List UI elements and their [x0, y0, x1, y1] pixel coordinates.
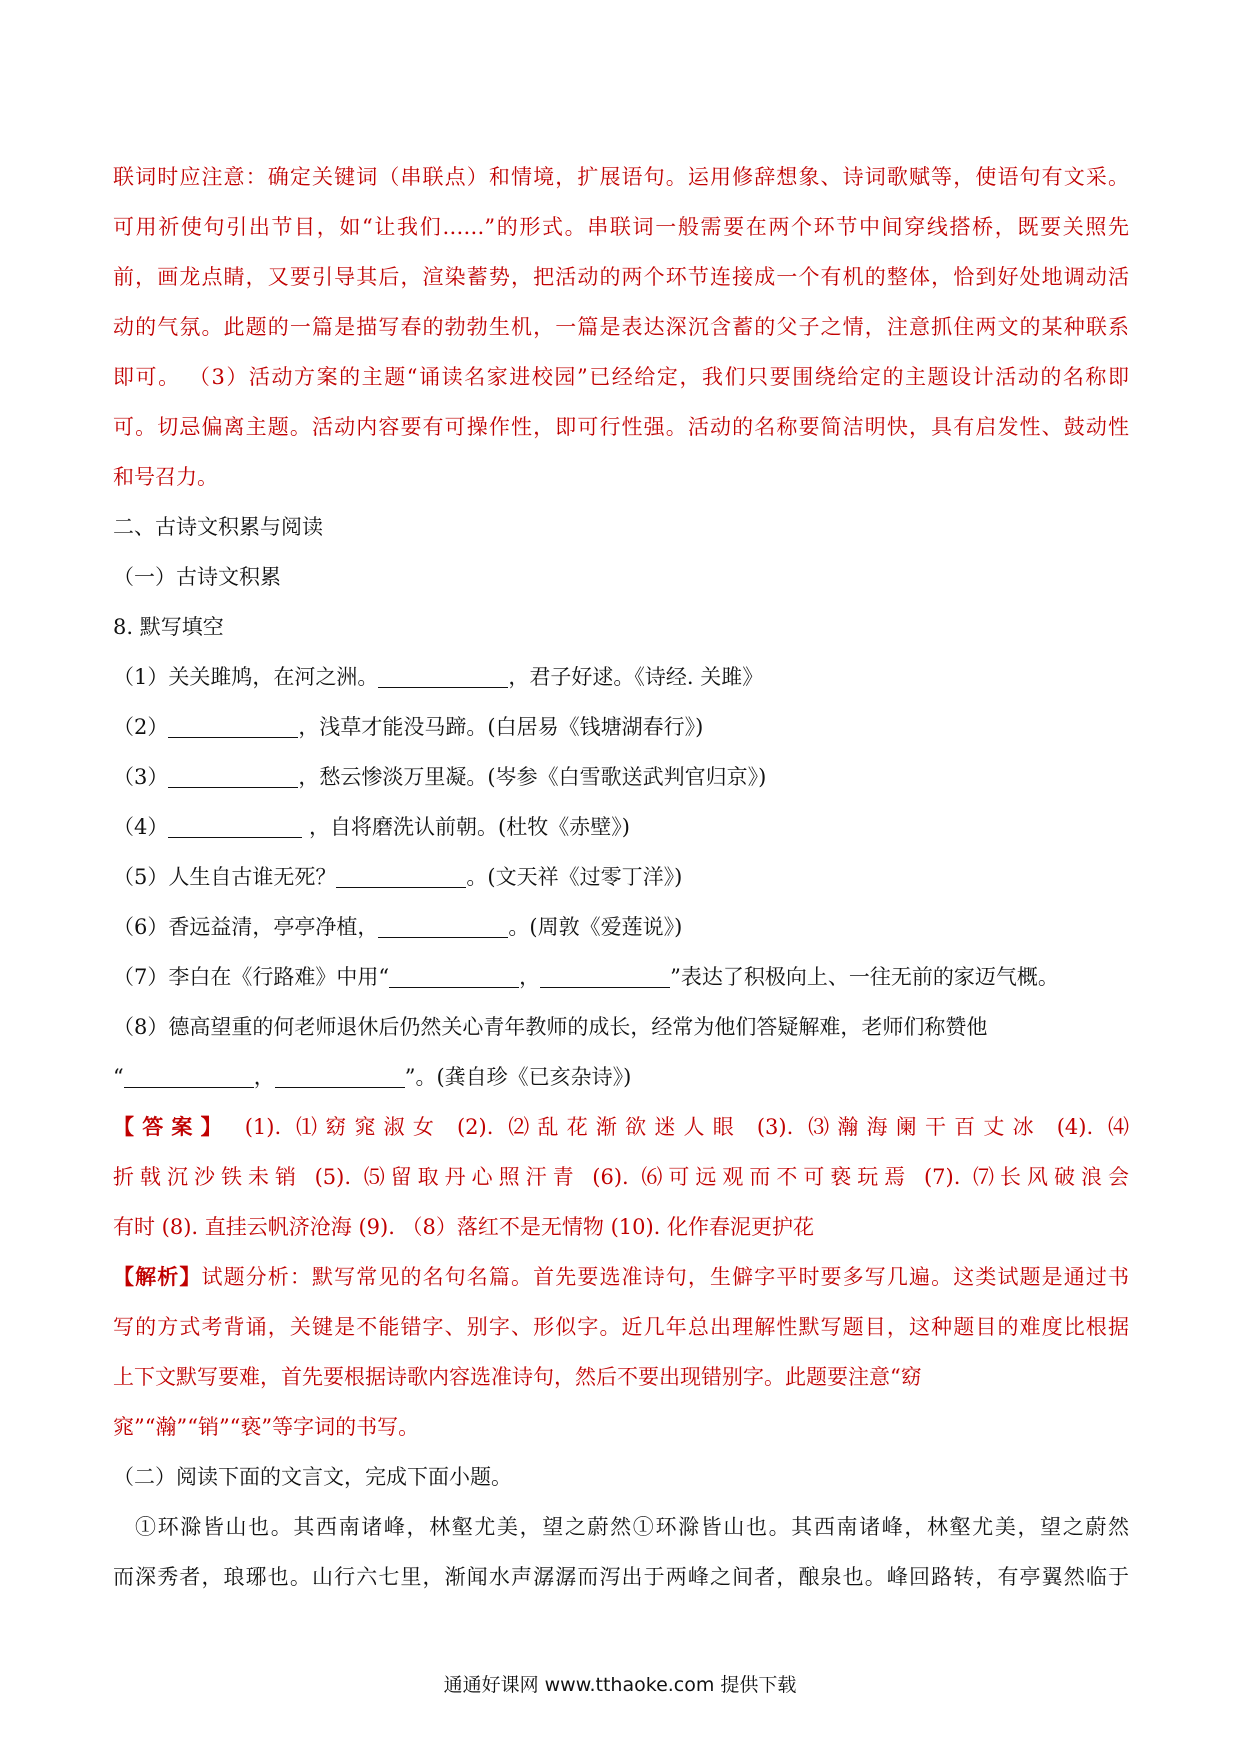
document-body — [113, 152, 1129, 1602]
question-title: 8. 默写填空 — [113, 615, 224, 639]
answer-blank — [168, 765, 298, 788]
question-item-3 — [113, 752, 1129, 802]
answer-blank — [378, 915, 508, 938]
item-text: （2） — [113, 715, 169, 739]
answer-line: 折戟沉沙铁未销 (5). ⑸留取丹心照汗青 (6). ⑹可远观而不可亵玩焉 (7). ⑺长风破浪会 — [113, 1165, 1129, 1189]
item-text: ，自将磨洗认前朝。(杜牧《赤壁》) — [302, 815, 630, 839]
question-item-8: （8）德高望重的何老师退休后仍然关心青年教师的成长，经常为他们答疑解难，老师们称赞他 — [113, 1015, 988, 1039]
passage-line: 而深秀者，琅琊也。山行六七里，渐闻水声潺潺而泻出于两峰之间者，酿泉也。峰回路转，有亭翼然临于 — [113, 1565, 1129, 1589]
answer-line: 有时 (8). 直挂云帆济沧海 (9). （8）落红不是无情物 (10). 化作春泥更护花 — [113, 1215, 815, 1239]
question-item-4 — [113, 802, 1129, 852]
item-text: ， — [519, 965, 541, 989]
item-text: 。(文天祥《过零丁洋》) — [466, 865, 683, 889]
item-text: “ — [113, 1065, 124, 1089]
answer-blank — [168, 715, 298, 738]
item-text: （3） — [113, 765, 169, 789]
analysis-line: 上下文默写要难，首先要根据诗歌内容选准诗句，然后不要出现错别字。此题要注意“窈 — [113, 1365, 922, 1389]
answer-line — [113, 1102, 1129, 1152]
question-item-6 — [113, 902, 1129, 952]
item-text: （5）人生自古谁无死？ — [113, 865, 337, 889]
item-text: ，浅草才能没马蹄。(白居易《钱塘湖春行》) — [298, 715, 704, 739]
answer-blank — [168, 815, 302, 838]
answer-blank — [124, 1065, 254, 1088]
analysis-line — [113, 1252, 1129, 1302]
analysis-tag: 【解析】 — [113, 1264, 202, 1289]
question-item-2 — [113, 702, 1129, 752]
analysis-line: 前，画龙点睛，又要引导其后，渲染蓄势，把活动的两个环节连接成一个有机的整体，恰到好处地调动活 — [113, 265, 1129, 289]
question-item-5 — [113, 852, 1129, 902]
analysis-line: 和号召力。 — [113, 465, 218, 489]
analysis-line: 写的方式考背诵，关键是不能错字、别字、形似字。近几年总出理解性默写题目，这种题目的难度比根据 — [113, 1315, 1129, 1339]
item-text: （4） — [113, 815, 169, 839]
item-text: 。(周敦《爱莲说》) — [508, 915, 683, 939]
analysis-line: 窕”“瀚”“销”“亵”等字词的书写。 — [113, 1415, 420, 1439]
answer-blank — [540, 965, 670, 988]
analysis-line: 动的气氛。此题的一篇是描写春的勃勃生机，一篇是表达深沉含蓄的父子之情，注意抓住两文的某种联系 — [113, 315, 1129, 339]
item-text: ， — [253, 1065, 275, 1089]
subsection-title: （一）古诗文积累 — [113, 565, 281, 589]
passage-line: ①环滁皆山也。其西南诸峰，林壑尤美，望之蔚然①环滁皆山也。其西南诸峰，林壑尤美，望之蔚然 — [135, 1515, 1129, 1539]
question-item-7 — [113, 952, 1129, 1002]
answer-text: (1). ⑴窈窕淑女 (2). ⑵乱花渐欲迷人眼 (3). ⑶瀚海阑干百丈冰 (4). ⑷ — [229, 1115, 1129, 1139]
item-text: ”。(龚自珍《已亥杂诗》) — [404, 1065, 632, 1089]
analysis-text: 试题分析：默写常见的名句名篇。首先要选准诗句，生僻字平时要多写几遍。这类试题是通过书 — [201, 1265, 1129, 1289]
item-text: （1）关关雎鸠，在河之洲。 — [113, 665, 379, 689]
answer-tag: 【答案】 — [113, 1114, 230, 1139]
answer-blank — [336, 865, 466, 888]
analysis-line: 即可。 （3）活动方案的主题“诵读名家进校园”已经给定，我们只要围绕给定的主题设计活动的名称即 — [113, 365, 1129, 389]
answer-blank — [389, 965, 519, 988]
answer-blank — [275, 1065, 405, 1088]
answer-blank — [378, 665, 508, 688]
analysis-line: 可用祈使句引出节目，如“让我们……”的形式。串联词一般需要在两个环节中间穿线搭桥，既要关照先 — [113, 215, 1129, 239]
item-text: （7）李白在《行路难》中用“ — [113, 965, 390, 989]
item-text: （6）香远益清，亭亭净植， — [113, 915, 379, 939]
section-title: 二、古诗文积累与阅读 — [113, 515, 323, 539]
item-text: ”表达了积极向上、一往无前的家迈气概。 — [670, 965, 1059, 989]
analysis-line: 联词时应注意：确定关键词（串联点）和情境，扩展语句。运用修辞想象、诗词歌赋等，使语句有文采。 — [113, 165, 1129, 189]
analysis-line: 可。切忌偏离主题。活动内容要有可操作性，即可行性强。活动的名称要简洁明快，具有启发性、鼓动性 — [113, 415, 1129, 439]
page-footer: 通通好课网 www.tthaoke.com 提供下载 — [443, 1674, 797, 1696]
item-text: ，君子好逑。《诗经. 关雎》 — [508, 665, 764, 689]
subsection-title: （二）阅读下面的文言文，完成下面小题。 — [113, 1465, 512, 1489]
question-item-8-cont — [113, 1052, 1129, 1102]
question-item-1 — [113, 652, 1129, 702]
item-text: ，愁云惨淡万里凝。(岑参《白雪歌送武判官归京》) — [298, 765, 767, 789]
